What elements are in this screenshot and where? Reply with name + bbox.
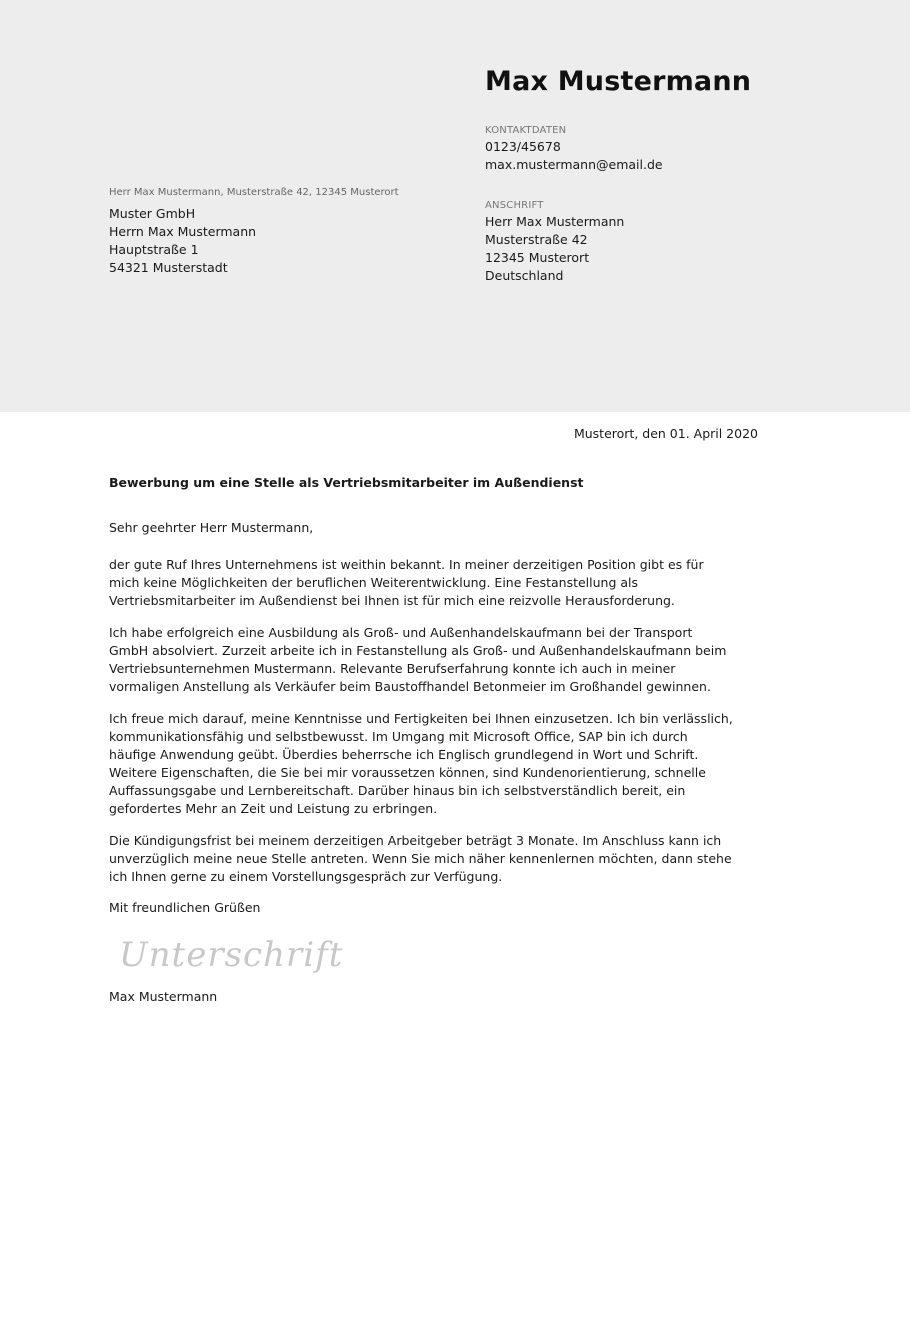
signer-name: Max Mustermann [109, 989, 218, 1004]
email-address: max.mustermann@email.de [485, 157, 663, 172]
recipient-address [109, 205, 256, 277]
closing-phrase: Mit freundlichen Grüßen [109, 900, 261, 915]
signature-placeholder: Unterschrift [119, 935, 344, 975]
contact-details [485, 124, 663, 174]
address-line: 12345 Musterort [485, 250, 590, 265]
recipient-line: Herrn Max Mustermann [109, 224, 257, 239]
phone-number: 0123/45678 [485, 139, 561, 154]
address-line: Musterstraße 42 [485, 232, 588, 247]
applicant-name: Max Mustermann [485, 66, 752, 97]
body-paragraph: Ich freue mich darauf, meine Kenntnisse und Fertigkeiten bei Ihnen einzusetzen. Ich bin verlässlich, kommunikationsfähig und selbstbewusst. Im Umgang mit Microsoft Office, SAP bin ich durch häufige Anwendung geübt. Überdies beherrsche ich Englisch grundlegend in Wort und Schrift. Weitere Eigenschaften, die Sie bei mir voraussetzen können, sind Kundenorientierung, schnelle Auffassungsgabe und Lernbereitschaft. Darüber hinaus bin ich selbstverständlich bereit, ein gefordertes Mehr an Zeit und Leistung zu erbringen. [109, 711, 733, 816]
letter-body [109, 556, 734, 900]
recipient-line: Hauptstraße 1 [109, 242, 199, 257]
address-label: ANSCHRIFT [485, 200, 544, 211]
contact-label: KONTAKTDATEN [485, 125, 567, 136]
salutation: Sehr geehrter Herr Mustermann, [109, 520, 314, 535]
address-line: Herr Max Mustermann [485, 214, 625, 229]
letter-subject: Bewerbung um eine Stelle als Vertriebsmitarbeiter im Außendienst [109, 475, 584, 490]
body-paragraph: der gute Ruf Ihres Unternehmens ist weithin bekannt. In meiner derzeitigen Position gibt es für mich keine Möglichkeiten der beruflichen Weiterentwicklung. Eine Festanstellung als Vertriebsmitarbeiter im Außendienst bei Ihnen ist für mich eine reizvolle Herausforderung. [109, 557, 704, 608]
letter-date: Musterort, den 01. April 2020 [573, 426, 758, 441]
body-paragraph: Die Kündigungsfrist bei meinem derzeitigen Arbeitgeber beträgt 3 Monate. Im Anschluss kann ich unverzüglich meine neue Stelle antreten. Wenn Sie mich näher kennenlernen möchten, dann stehe ich Ihnen gerne zu einem Vorstellungsgespräch zur Verfügung. [109, 833, 732, 884]
address-line: Deutschland [485, 268, 564, 283]
recipient-line: Muster GmbH [109, 206, 196, 221]
sender-return-line: Herr Max Mustermann, Musterstraße 42, 12345 Musterort [109, 187, 399, 198]
applicant-address [485, 199, 624, 285]
letterhead [0, 0, 910, 412]
body-paragraph: Ich habe erfolgreich eine Ausbildung als Groß- und Außenhandelskaufmann bei der Transport GmbH absolviert. Zurzeit arbeite ich in Festanstellung als Groß- und Außenhandelskaufmann beim Vertriebsunternehmen Mustermann. Relevante Berufserfahrung konnte ich auch in meiner vormaligen Anstellung als Verkäufer beim Baustoffhandel Betonmeier im Großhandel gewinnen. [109, 625, 727, 694]
recipient-line: 54321 Musterstadt [109, 260, 228, 275]
